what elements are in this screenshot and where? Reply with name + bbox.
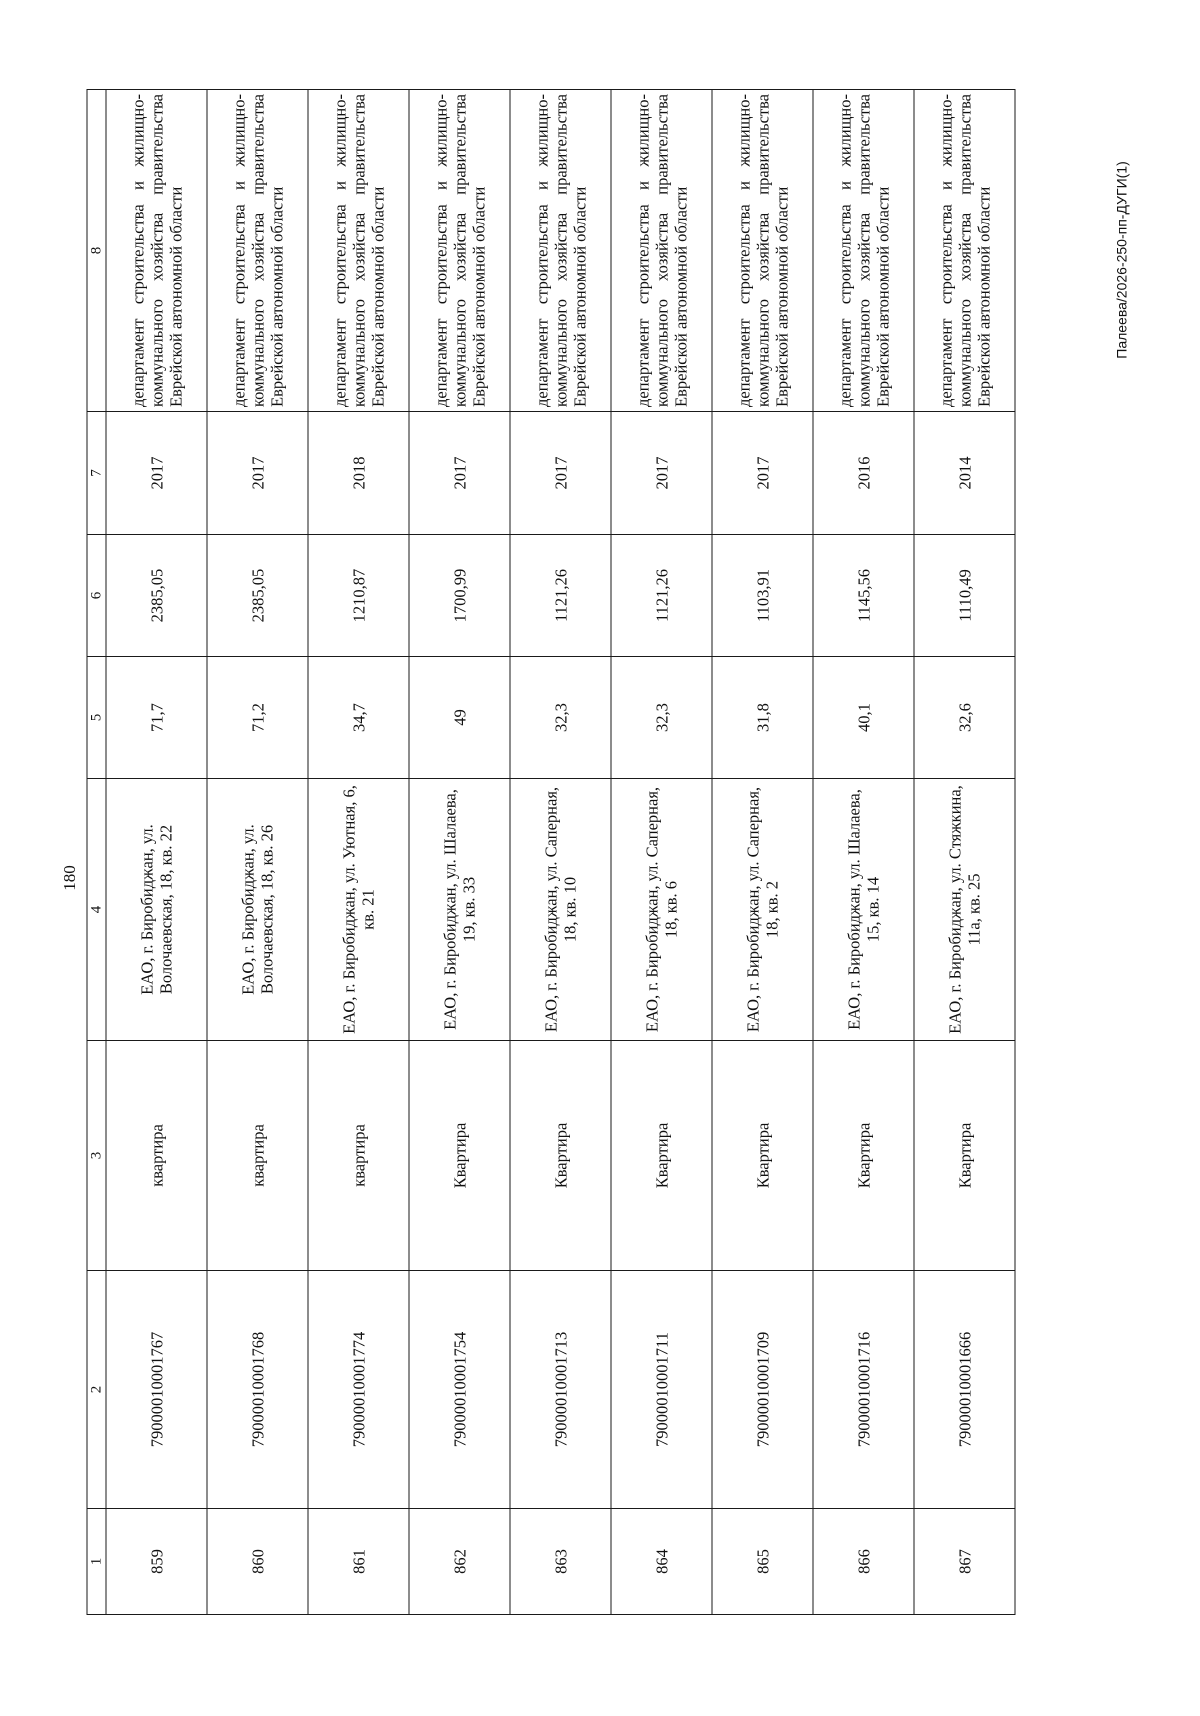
col-area-cell: 32,3 bbox=[510, 656, 611, 778]
table-row bbox=[813, 89, 914, 1614]
col-cost-cell: 2385,05 bbox=[207, 534, 308, 656]
col-number-cell: 867 bbox=[914, 1508, 1015, 1614]
col-type-cell: Квартира bbox=[712, 1040, 813, 1270]
table-row bbox=[207, 89, 308, 1614]
document-code bbox=[1110, 110, 1134, 410]
table-row bbox=[611, 89, 712, 1614]
table-header-row bbox=[87, 89, 106, 1614]
col-cadastral-cell: 79000010001767 bbox=[106, 1270, 207, 1508]
table-row bbox=[510, 89, 611, 1614]
col-agency-cell: департамент строительства и жилищно-коммунального хозяйства правительства Еврейской автономной области bbox=[409, 89, 510, 411]
col-number-cell: 865 bbox=[712, 1508, 813, 1614]
col-type-cell: квартира bbox=[207, 1040, 308, 1270]
col-year-cell: 2017 bbox=[510, 411, 611, 534]
col-area-cell: 31,8 bbox=[712, 656, 813, 778]
col-cost-cell: 1103,91 bbox=[712, 534, 813, 656]
column-header: 7 bbox=[87, 411, 106, 534]
col-number-cell: 864 bbox=[611, 1508, 712, 1614]
col-agency-cell: департамент строительства и жилищно-коммунального хозяйства правительства Еврейской автономной области bbox=[207, 89, 308, 411]
col-cadastral-cell: 79000010001709 bbox=[712, 1270, 813, 1508]
col-address-cell: ЕАО, г. Биробиджан, ул. Волочаевская, 18, кв. 22 bbox=[106, 778, 207, 1040]
col-type-cell: Квартира bbox=[813, 1040, 914, 1270]
col-number-cell: 860 bbox=[207, 1508, 308, 1614]
col-area-cell: 34,7 bbox=[308, 656, 409, 778]
col-address-cell: ЕАО, г. Биробиджан, ул. Саперная, 18, кв. 2 bbox=[712, 778, 813, 1040]
col-area-cell: 40,1 bbox=[813, 656, 914, 778]
col-area-cell: 49 bbox=[409, 656, 510, 778]
table-row bbox=[106, 89, 207, 1614]
page-number bbox=[58, 858, 82, 898]
col-cadastral-cell: 79000010001774 bbox=[308, 1270, 409, 1508]
col-cadastral-cell: 79000010001713 bbox=[510, 1270, 611, 1508]
col-cost-cell: 1700,99 bbox=[409, 534, 510, 656]
col-cost-cell: 1121,26 bbox=[611, 534, 712, 656]
column-header: 4 bbox=[87, 778, 106, 1040]
col-agency-cell: департамент строительства и жилищно-коммунального хозяйства правительства Еврейской автономной области bbox=[712, 89, 813, 411]
col-cost-cell: 1210,87 bbox=[308, 534, 409, 656]
col-address-cell: ЕАО, г. Биробиджан, ул. Шалаева, 19, кв. 33 bbox=[409, 778, 510, 1040]
col-year-cell: 2014 bbox=[914, 411, 1015, 534]
column-header: 3 bbox=[87, 1040, 106, 1270]
col-address-cell: ЕАО, г. Биробиджан, ул. Волочаевская, 18, кв. 26 bbox=[207, 778, 308, 1040]
column-header: 6 bbox=[87, 534, 106, 656]
col-area-cell: 71,7 bbox=[106, 656, 207, 778]
col-number-cell: 862 bbox=[409, 1508, 510, 1614]
column-header: 8 bbox=[87, 89, 106, 411]
column-header: 5 bbox=[87, 656, 106, 778]
document-code-text: Палеева/2026-250-пп-ДУГИ(1) bbox=[1114, 161, 1131, 359]
col-year-cell: 2016 bbox=[813, 411, 914, 534]
column-header: 2 bbox=[87, 1270, 106, 1508]
col-address-cell: ЕАО, г. Биробиджан, ул. Стяжкина, 11а, кв. 25 bbox=[914, 778, 1015, 1040]
page-number-text: 180 bbox=[60, 865, 79, 891]
table-frame bbox=[88, 89, 998, 1614]
table-row bbox=[308, 89, 409, 1614]
col-number-cell: 863 bbox=[510, 1508, 611, 1614]
col-agency-cell: департамент строительства и жилищно-коммунального хозяйства правительства Еврейской автономной области bbox=[813, 89, 914, 411]
col-year-cell: 2017 bbox=[611, 411, 712, 534]
col-type-cell: Квартира bbox=[409, 1040, 510, 1270]
col-agency-cell: департамент строительства и жилищно-коммунального хозяйства правительства Еврейской автономной области bbox=[914, 89, 1015, 411]
col-cost-cell: 1110,49 bbox=[914, 534, 1015, 656]
col-year-cell: 2017 bbox=[106, 411, 207, 534]
col-agency-cell: департамент строительства и жилищно-коммунального хозяйства правительства Еврейской автономной области bbox=[106, 89, 207, 411]
col-cost-cell: 1121,26 bbox=[510, 534, 611, 656]
col-year-cell: 2017 bbox=[409, 411, 510, 534]
column-header: 1 bbox=[87, 1508, 106, 1614]
col-area-cell: 32,6 bbox=[914, 656, 1015, 778]
col-cadastral-cell: 79000010001711 bbox=[611, 1270, 712, 1508]
col-cost-cell: 1145,56 bbox=[813, 534, 914, 656]
col-cadastral-cell: 79000010001768 bbox=[207, 1270, 308, 1508]
col-agency-cell: департамент строительства и жилищно-коммунального хозяйства правительства Еврейской автономной области bbox=[308, 89, 409, 411]
col-type-cell: квартира bbox=[106, 1040, 207, 1270]
col-cost-cell: 2385,05 bbox=[106, 534, 207, 656]
col-type-cell: Квартира bbox=[611, 1040, 712, 1270]
table-row bbox=[914, 89, 1015, 1614]
col-cadastral-cell: 79000010001754 bbox=[409, 1270, 510, 1508]
col-address-cell: ЕАО, г. Биробиджан, ул. Уютная, 6, кв. 21 bbox=[308, 778, 409, 1040]
col-number-cell: 866 bbox=[813, 1508, 914, 1614]
col-agency-cell: департамент строительства и жилищно-коммунального хозяйства правительства Еврейской автономной области bbox=[611, 89, 712, 411]
col-year-cell: 2017 bbox=[207, 411, 308, 534]
col-area-cell: 32,3 bbox=[611, 656, 712, 778]
col-year-cell: 2017 bbox=[712, 411, 813, 534]
col-year-cell: 2018 bbox=[308, 411, 409, 534]
col-number-cell: 859 bbox=[106, 1508, 207, 1614]
col-cadastral-cell: 79000010001666 bbox=[914, 1270, 1015, 1508]
table-row bbox=[409, 89, 510, 1614]
col-address-cell: ЕАО, г. Биробиджан, ул. Саперная, 18, кв. 6 bbox=[611, 778, 712, 1040]
registry-table bbox=[86, 89, 1015, 1615]
col-address-cell: ЕАО, г. Биробиджан, ул. Саперная, 18, кв. 10 bbox=[510, 778, 611, 1040]
col-number-cell: 861 bbox=[308, 1508, 409, 1614]
col-type-cell: квартира bbox=[308, 1040, 409, 1270]
col-type-cell: Квартира bbox=[510, 1040, 611, 1270]
col-type-cell: Квартира bbox=[914, 1040, 1015, 1270]
col-area-cell: 71,2 bbox=[207, 656, 308, 778]
table-row bbox=[712, 89, 813, 1614]
col-agency-cell: департамент строительства и жилищно-коммунального хозяйства правительства Еврейской автономной области bbox=[510, 89, 611, 411]
col-cadastral-cell: 79000010001716 bbox=[813, 1270, 914, 1508]
col-address-cell: ЕАО, г. Биробиджан, ул. Шалаева, 15, кв. 14 bbox=[813, 778, 914, 1040]
